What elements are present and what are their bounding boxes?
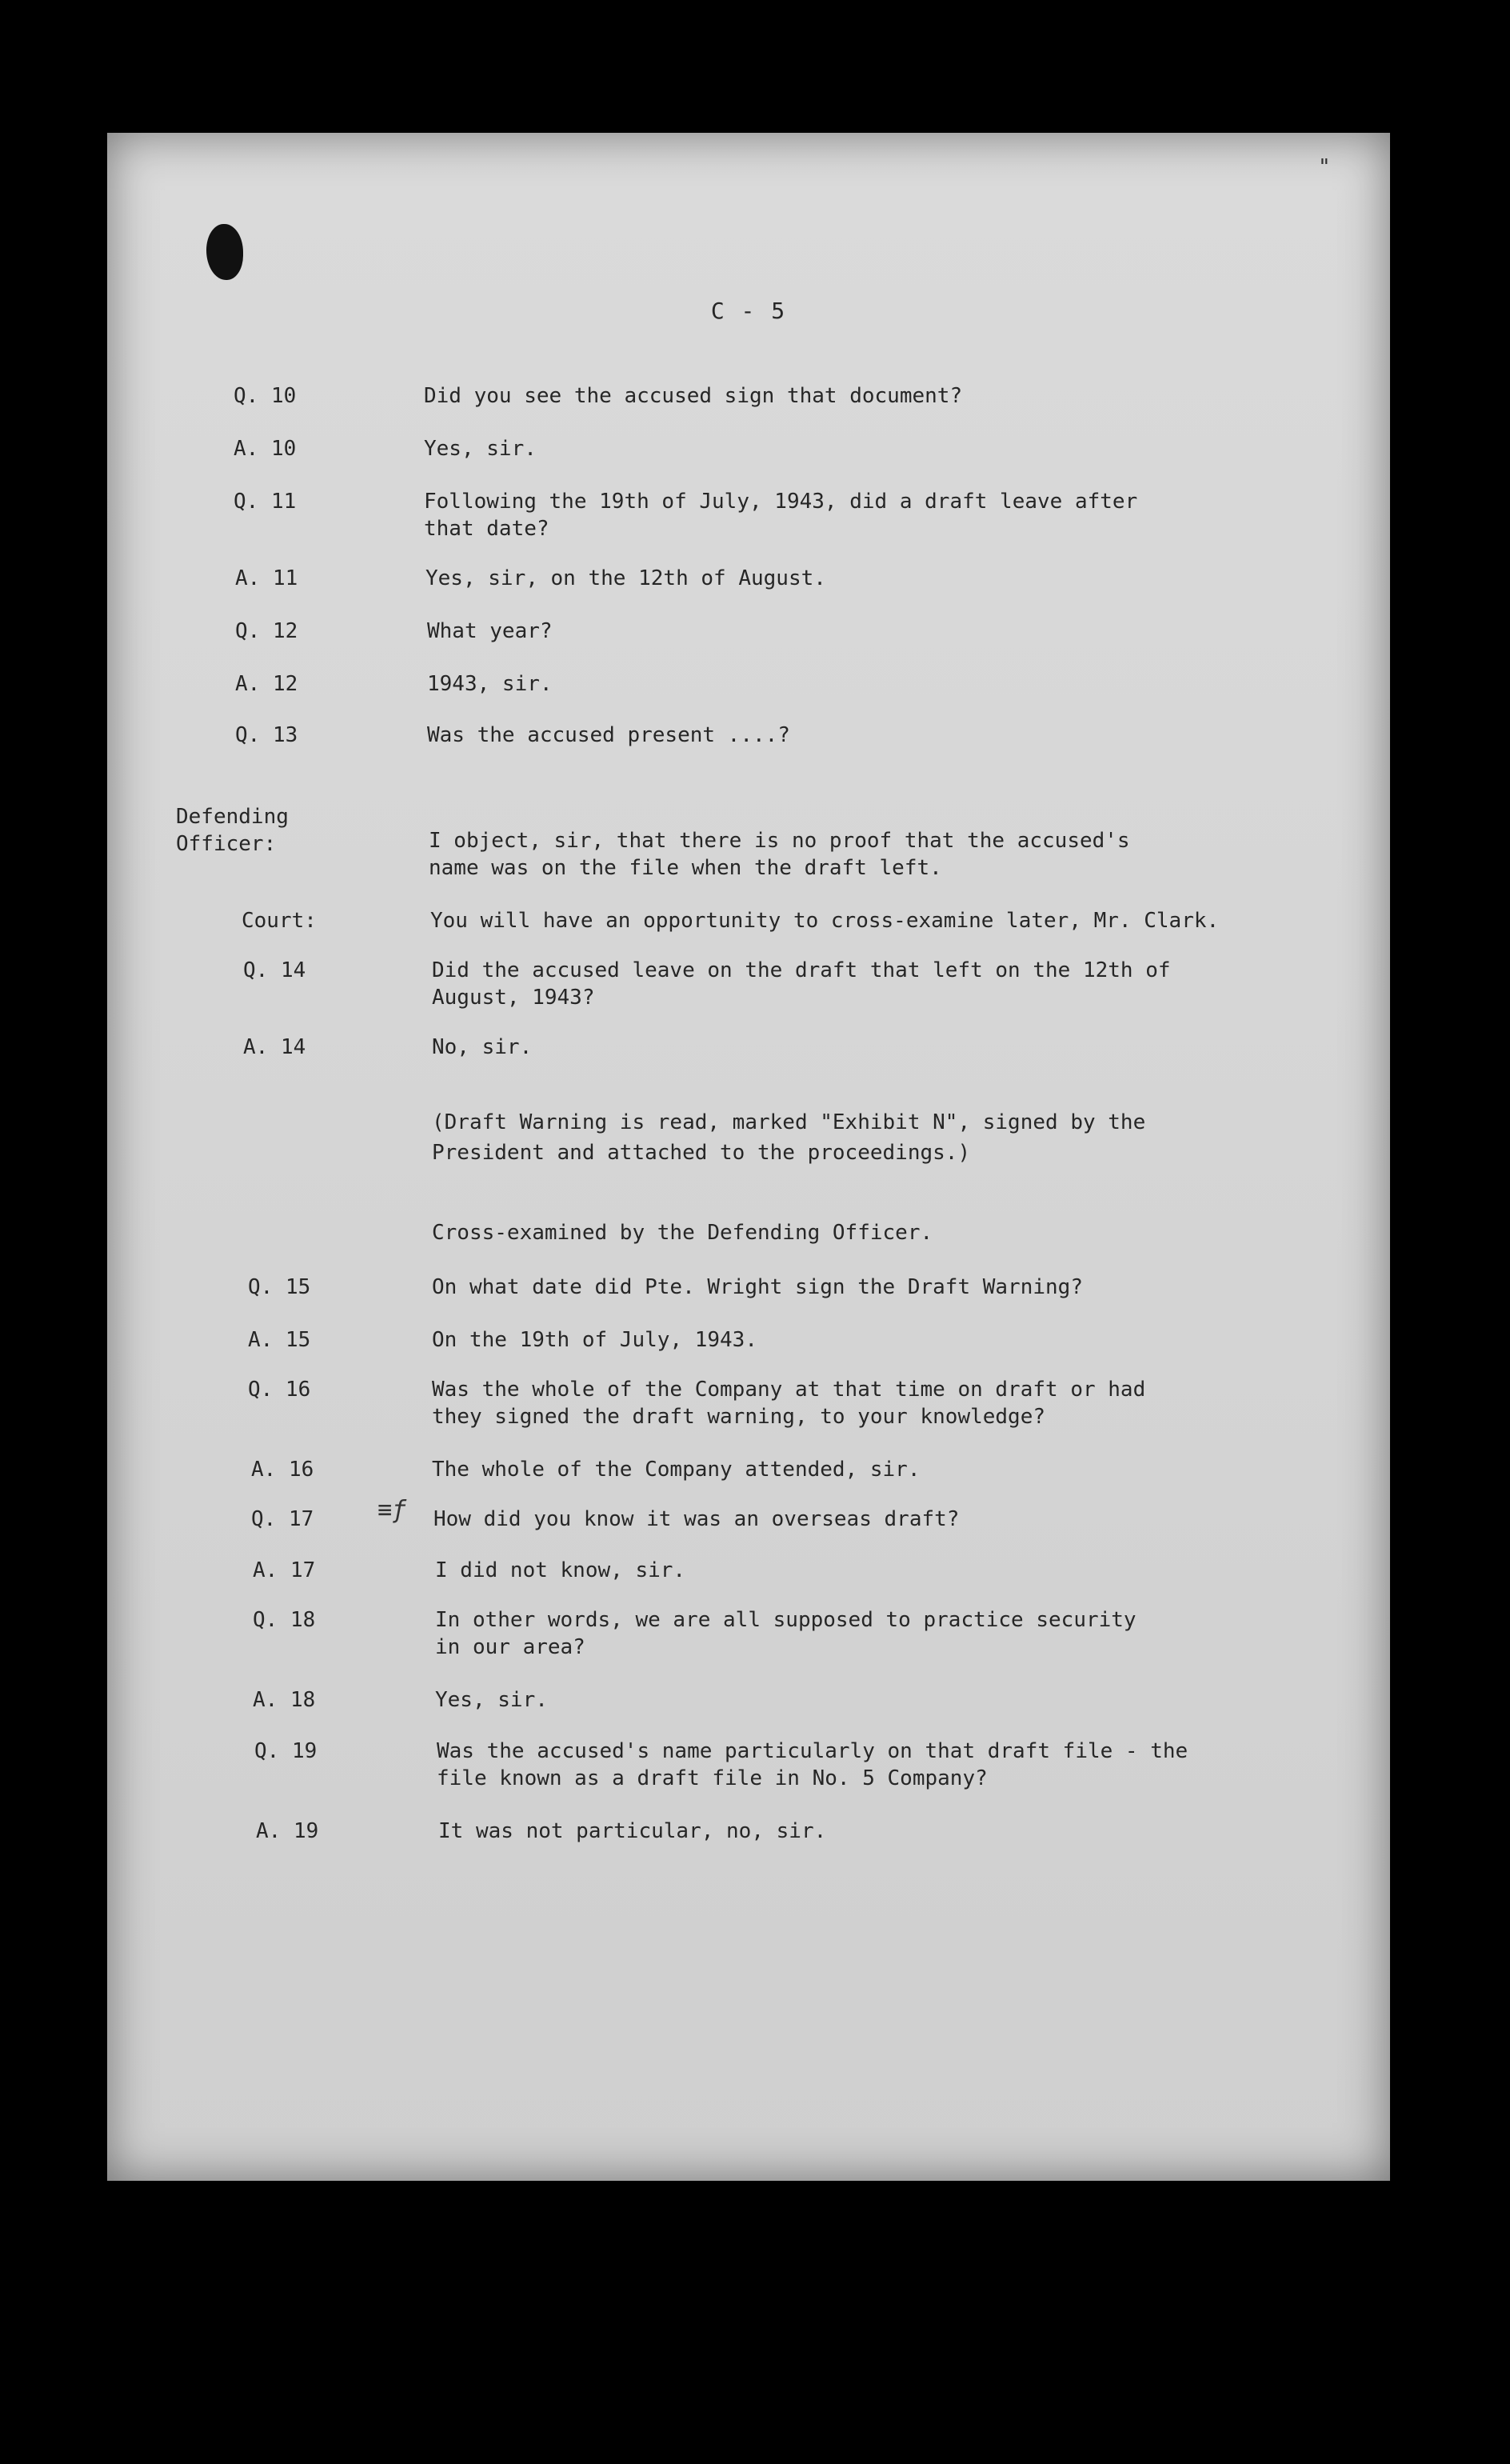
entry-text: 1943, sir. — [427, 672, 553, 696]
entry-label: Q. 12 — [235, 619, 298, 643]
entry-label: A. 19 — [256, 1819, 319, 1843]
entry-label: Q. 14 — [243, 958, 306, 982]
entry-label: A. 16 — [251, 1458, 314, 1482]
entry-text: On the 19th of July, 1943. — [432, 1328, 757, 1352]
entry-label: Q. 16 — [248, 1378, 311, 1402]
entry-text: Was the accused present ....? — [427, 723, 790, 747]
entry-label: Court: — [242, 909, 317, 933]
entry-text: In other words, we are all supposed to practice security in our area? — [435, 1608, 1136, 1659]
entry-text: The whole of the Company attended, sir. — [432, 1458, 921, 1482]
entry-label: A. 12 — [235, 672, 298, 696]
entry-label: Q. 17 — [251, 1507, 314, 1531]
entry-label: A. 15 — [248, 1328, 311, 1352]
page-number: C - 5 — [710, 298, 787, 324]
entry-text: On what date did Pte. Wright sign the Draft Warning? — [432, 1275, 1083, 1299]
ink-blot — [206, 224, 243, 280]
entry-text: Did you see the accused sign that document? — [424, 384, 963, 408]
entry-text: No, sir. — [432, 1035, 533, 1059]
exhibit-note: (Draft Warning is read, marked "Exhibit N", signed by the President and attached to the proceedings.) — [432, 1110, 1146, 1165]
entry-label: Q. 13 — [235, 723, 298, 747]
entry-text: Following the 19th of July, 1943, did a draft leave after that date? — [424, 490, 1138, 541]
entry-text: Yes, sir. — [424, 437, 537, 461]
entry-text: Yes, sir. — [435, 1688, 548, 1712]
document-page — [107, 133, 1390, 2181]
entry-label: A. 18 — [253, 1688, 316, 1712]
entry-text: I did not know, sir. — [435, 1558, 686, 1582]
entry-text: You will have an opportunity to cross-examine later, Mr. Clark. — [430, 909, 1220, 933]
entry-text: How did you know it was an overseas draft? — [433, 1507, 960, 1531]
entry-label: A. 14 — [243, 1035, 306, 1059]
handwritten-initials: ≡ƒ — [378, 1496, 407, 1524]
cross-exam-heading: Cross-examined by the Defending Officer. — [432, 1221, 933, 1245]
entry-text: Yes, sir, on the 12th of August. — [425, 566, 826, 590]
entry-label: Q. 10 — [234, 384, 297, 408]
entry-label: A. 17 — [253, 1558, 316, 1582]
entry-text: I object, sir, that there is no proof that the accused's name was on the file when the draft left. — [429, 829, 1130, 880]
entry-label: Q. 19 — [254, 1739, 318, 1763]
entry-label: Q. 18 — [253, 1608, 316, 1632]
entry-label: A. 10 — [234, 437, 297, 461]
entry-label: A. 11 — [235, 566, 298, 590]
entry-text: Was the whole of the Company at that time on draft or had they signed the draft warning, to your knowledge? — [432, 1378, 1146, 1429]
corner-mark: " — [1318, 155, 1331, 179]
entry-text: Did the accused leave on the draft that left on the 12th of August, 1943? — [432, 958, 1171, 1010]
entry-text: It was not particular, no, sir. — [438, 1819, 827, 1843]
entry-label: Q. 11 — [234, 490, 297, 514]
entry-label: Defending Officer: — [176, 805, 289, 856]
entry-label: Q. 15 — [248, 1275, 311, 1299]
entry-text: Was the accused's name particularly on that draft file - the file known as a draft file in No. 5 Company? — [437, 1739, 1188, 1790]
entry-text: What year? — [427, 619, 553, 643]
